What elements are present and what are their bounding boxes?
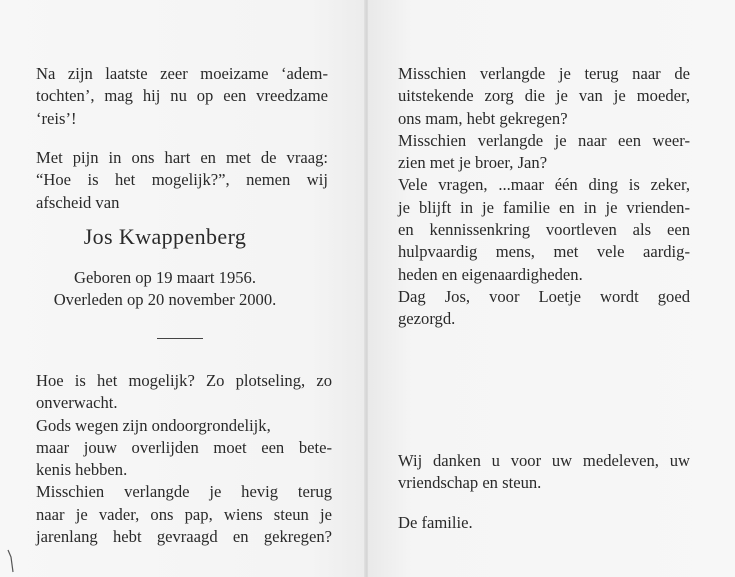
text-line: Wij danken u voor uw medeleven, uw [398,451,690,470]
text-line: ons mam, hebt gekregen? [398,108,568,128]
text-line: tochten’, mag hij nu op een vreedzame [36,86,328,106]
deceased-name: Jos Kwappenberg [83,224,247,249]
text-line: Met pijn in ons hart en met de vraag: [36,148,328,167]
text-line: zien met je broer, Jan? [398,153,548,173]
birth-date: Geboren op 19 maart 1956. [73,268,257,287]
life-dates [0,267,330,311]
text-line: Vele vragen, ...maar één ding is zeker, [398,175,690,195]
text-line: naar je vader, ons pap, wiens steun je [36,504,332,524]
text-line: heden en eigenaardigheden. [398,264,583,284]
loetje-paragraph [398,286,690,331]
left-page [0,0,365,577]
text-line: Hoe is het mogelijk? Zo plotseling, zo [36,371,332,390]
text-line: Misschien verlangde je naar een weer- [398,130,690,150]
text-line: Dag Jos, voor Loetje wordt goed [398,287,690,306]
poem-left [36,370,332,548]
text-line: je blijft in je familie en in je vrienden- [398,197,690,217]
text-line: afscheid van [36,192,120,212]
text-line: onverwacht. [36,393,118,413]
text-line: kenis hebben. [36,460,128,480]
poem-right [398,63,690,286]
page-corner-mark [6,548,18,574]
thanks-paragraph [398,450,690,495]
text-line: hulpvaardig mens, met vele aardig- [398,242,690,262]
right-page [368,0,735,577]
text-line: maar jouw overlijden moet een bete- [36,437,332,457]
text-line: jarenlang hebt gevraagd en gekregen? [36,527,332,547]
text-line: Misschien verlangde je hevig terug [36,482,332,502]
text-line: uitstekende zorg die je van je moeder, [398,86,690,106]
family-signature: De familie. [398,513,473,532]
text-line: Na zijn laatste zeer moeizame ‘adem- [36,64,328,83]
text-line: vriendschap en steun. [398,473,542,493]
text-line: “Hoe is het mogelijk?”, nemen wij [36,170,328,190]
divider-line [157,338,203,339]
death-date: Overleden op 20 november 2000. [53,290,277,309]
text-line: ‘reis’! [36,108,77,128]
text-line: Misschien verlangde je terug naar de [398,64,690,83]
intro-paragraph [36,63,328,130]
text-line: gezorgd. [398,309,456,329]
text-line: Gods wegen zijn ondoorgrondelijk, [36,415,271,435]
text-line: en kennissenkring voortleven als een [398,220,690,240]
signature-paragraph [398,512,690,534]
question-paragraph [36,147,328,214]
